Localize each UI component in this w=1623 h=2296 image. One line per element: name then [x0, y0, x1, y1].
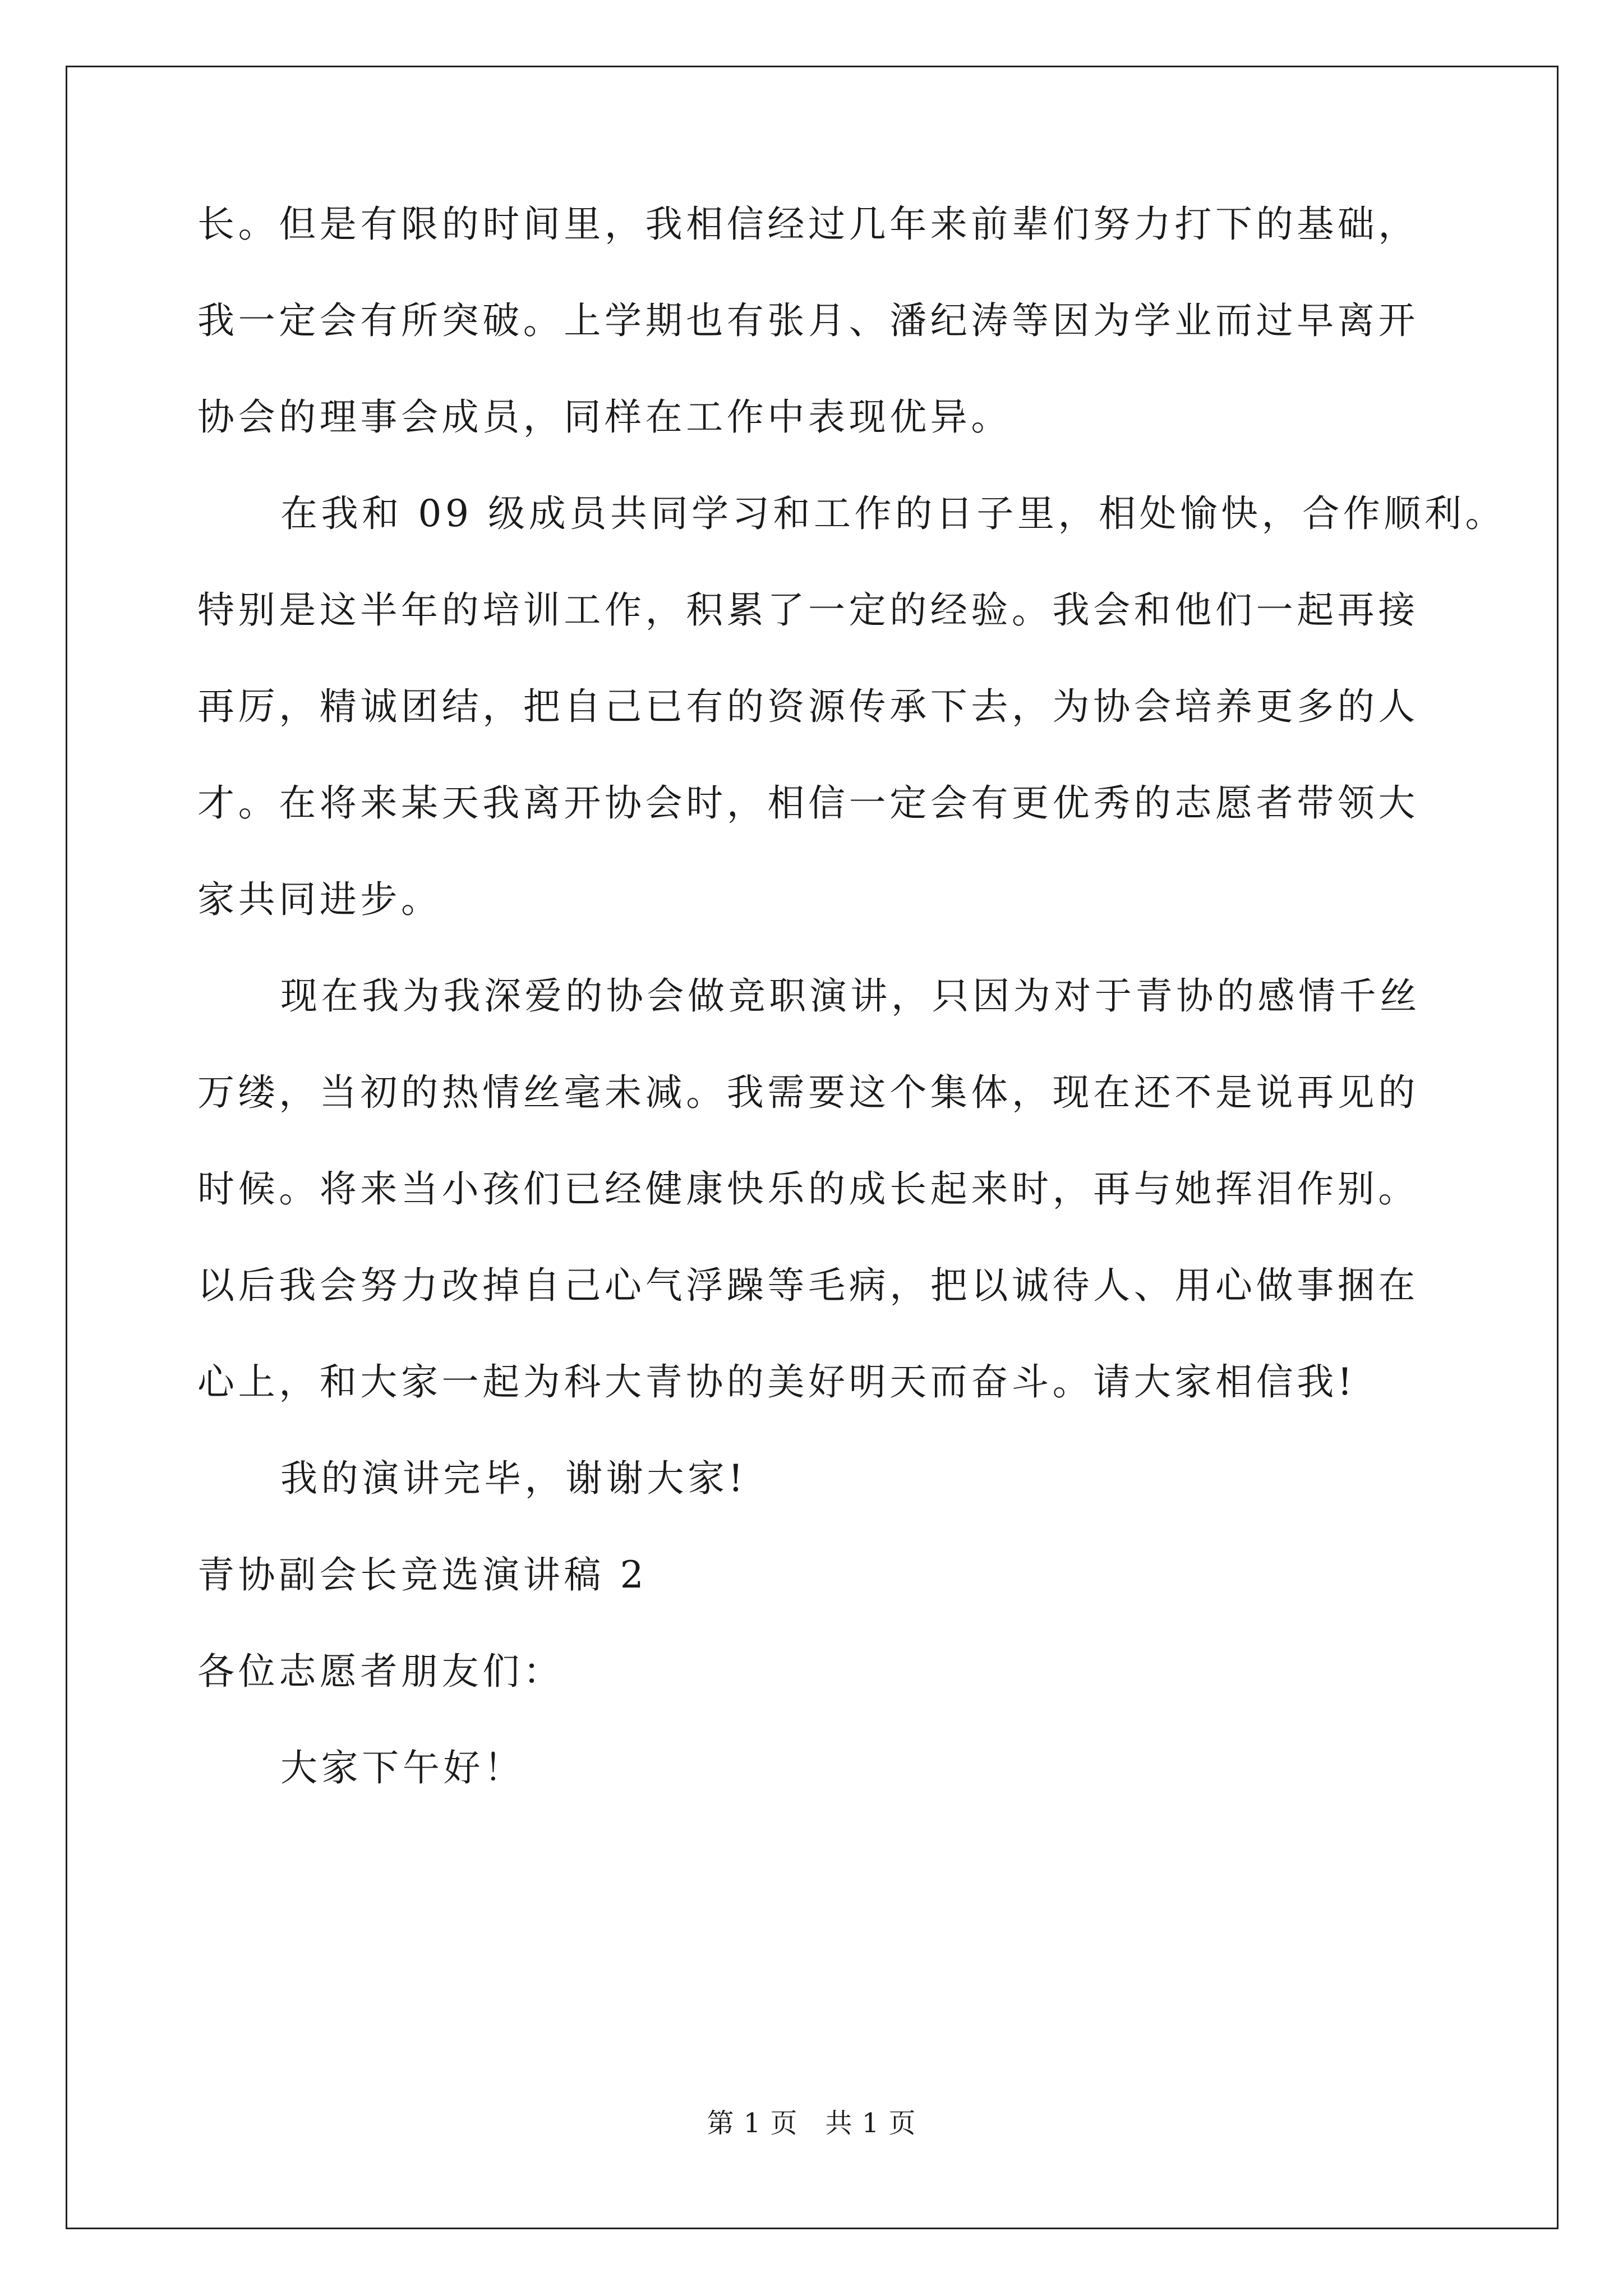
paragraph-line: 才。在将来某天我离开协会时，相信一定会有更优秀的志愿者带领大 [197, 781, 1419, 825]
greeting: 大家下午好！ [280, 1746, 525, 1789]
paragraph-line: 协会的理事会成员，同样在工作中表现优异。 [197, 395, 1012, 439]
document-body [197, 202, 1506, 1842]
paragraph-line: 在我和 09 级成员共同学习和工作的日子里，相处愉快，合作顺利。 [280, 492, 1506, 535]
paragraph-line: 我的演讲完毕，谢谢大家! [280, 1457, 747, 1500]
paragraph-line: 现在我为我深爱的协会做竞职演讲，只因为对于青协的感情千丝 [280, 974, 1421, 1018]
paragraph-line: 特别是这半年的培训工作，积累了一定的经验。我会和他们一起再接 [197, 588, 1419, 632]
paragraph-line: 心上，和大家一起为科大青协的美好明天而奋斗。请大家相信我! [197, 1360, 1356, 1404]
paragraph-line: 时候。将来当小孩们已经健康快乐的成长起来时，再与她挥泪作别。 [197, 1167, 1419, 1211]
paragraph-line: 家共同进步。 [197, 878, 442, 921]
paragraph-line: 以后我会努力改掉自己心气浮躁等毛病，把以诚待人、用心做事捆在 [197, 1264, 1419, 1307]
paragraph-line: 长。但是有限的时间里，我相信经过几年来前辈们努力打下的基础， [197, 203, 1419, 246]
paragraph-line: 我一定会有所突破。上学期也有张月、潘纪涛等因为学业而过早离开 [197, 299, 1419, 342]
page-number-footer: 第 1 页 共 1 页 [707, 2108, 916, 2139]
section-heading: 青协副会长竞选演讲稿 2 [197, 1553, 648, 1596]
paragraph-line: 万缕，当初的热情丝毫未减。我需要这个集体，现在还不是说再见的 [197, 1071, 1419, 1114]
paragraph-line: 再厉，精诚团结，把自己已有的资源传承下去，为协会培养更多的人 [197, 685, 1419, 728]
salutation: 各位志愿者朋友们： [197, 1650, 564, 1693]
